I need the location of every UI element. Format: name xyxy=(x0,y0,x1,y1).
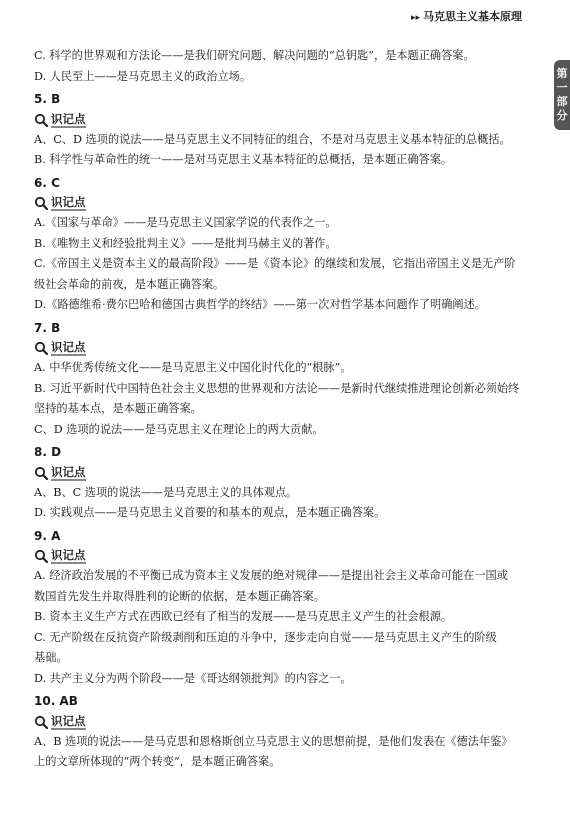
answer-line: D. 实践观点——是马克思主义首要的和基本的观点，是本题正确答案。 xyxy=(34,506,386,519)
question-number: 10. AB xyxy=(34,694,78,708)
answer-line: C. 科学的世界观和方法论——是我们研究问题、解决问题的“总钥匙”，是本题正确答案。 xyxy=(34,49,475,62)
answer-line: 上的文章所体现的“两个转变”，是本题正确答案。 xyxy=(34,755,281,768)
answer-line: A. 中华优秀传统文化——是马克思主义中国化时代化的“根脉”。 xyxy=(34,361,352,374)
answer-line: A、B、C 选项的说法——是马克思主义的具体观点。 xyxy=(34,485,298,499)
answer-line: B. 习近平新时代中国特色社会主义思想的世界观和方法论——是新时代继续推进理论创新必须始终 xyxy=(34,381,520,395)
side-tab-char: 第 xyxy=(556,67,568,80)
answer-line: A. 经济政治发展的不平衡已成为资本主义发展的绝对规律——是提出社会主义革命可能在一国或 xyxy=(34,569,508,582)
answer-line: 数国首先发生并取得胜利的论断的依据，是本题正确答案。 xyxy=(34,589,325,603)
knowledge-point-heading xyxy=(34,193,534,213)
answer-line: B. 科学性与革命性的统一——是对马克思主义基本特征的总概括，是本题正确答案。 xyxy=(34,153,453,166)
question-number: 7. B xyxy=(34,320,61,335)
question-number: 6. C xyxy=(34,175,60,190)
magnifier-icon xyxy=(34,549,48,563)
question-number: 9. A xyxy=(34,528,61,543)
answer-line: D. 共产主义分为两个阶段——是《哥达纲领批判》的内容之一。 xyxy=(34,671,352,685)
answer-line: 级社会革命的前夜，是本题正确答案。 xyxy=(34,277,225,291)
question-number: 8. D xyxy=(34,445,62,459)
knowledge-point-heading xyxy=(34,110,534,130)
knowledge-point-heading xyxy=(34,712,534,732)
side-tab-char: 一 xyxy=(556,81,568,94)
answer-line: C.《帝国主义是资本主义的最高阶段》——是《资本论》的继续和发展，它指出帝国主义是无产阶 xyxy=(34,257,516,270)
answer-line: A、C、D 选项的说法——是马克思主义不同特征的组合，不是对马克思主义基本特征的总概括。 xyxy=(34,132,511,146)
answer-line: D.《路德维希·费尔巴哈和德国古典哲学的终结》——第一次对哲学基本问题作了明确阐述。 xyxy=(34,298,486,311)
answer-line: B.《唯物主义和经验批判主义》——是批判马赫主义的著作。 xyxy=(34,236,337,250)
magnifier-icon xyxy=(34,196,48,210)
knowledge-point-heading xyxy=(34,338,534,358)
knowledge-point-label: 识记点 xyxy=(51,340,86,354)
magnifier-icon xyxy=(34,715,48,729)
knowledge-point-heading xyxy=(34,463,534,483)
knowledge-point-heading xyxy=(34,546,534,566)
answer-line: B. 资本主义生产方式在西欧已经有了相当的发展——是马克思主义产生的社会根源。 xyxy=(34,610,453,623)
section-side-tab xyxy=(554,60,570,130)
answer-content xyxy=(34,46,534,773)
answer-line: 基础。 xyxy=(34,651,68,664)
answer-line: A、B 选项的说法——是马克思和恩格斯创立马克思主义的思想前提，是他们发表在《德法年鉴》 xyxy=(34,734,513,748)
magnifier-icon xyxy=(34,113,48,127)
knowledge-point-label: 识记点 xyxy=(51,195,86,209)
magnifier-icon xyxy=(34,341,48,355)
side-tab-char: 部 xyxy=(556,95,568,108)
knowledge-point-label: 识记点 xyxy=(51,111,86,126)
answer-line: C、D 选项的说法——是马克思主义在理论上的两大贡献。 xyxy=(34,422,324,436)
side-tab-char: 分 xyxy=(556,109,568,122)
running-header xyxy=(411,8,522,24)
answer-line: D. 人民至上——是马克思主义的政治立场。 xyxy=(34,69,252,83)
header-title: 马克思主义基本原理 xyxy=(423,10,522,23)
answer-line: 坚持的基本点，是本题正确答案。 xyxy=(34,402,202,415)
knowledge-point-label: 识记点 xyxy=(51,713,86,728)
magnifier-icon xyxy=(34,466,48,480)
answer-line: A.《国家与革命》——是马克思主义国家学说的代表作之一。 xyxy=(34,216,337,229)
double-arrow-icon: ▸▸ xyxy=(410,13,420,23)
knowledge-point-label: 识记点 xyxy=(51,464,86,479)
knowledge-point-label: 识记点 xyxy=(51,548,86,562)
question-number: 5. B xyxy=(34,92,61,106)
answer-line: C. 无产阶级在反抗资产阶级剥削和压迫的斗争中，逐步走向自觉——是马克思主义产生的阶级 xyxy=(34,630,497,644)
